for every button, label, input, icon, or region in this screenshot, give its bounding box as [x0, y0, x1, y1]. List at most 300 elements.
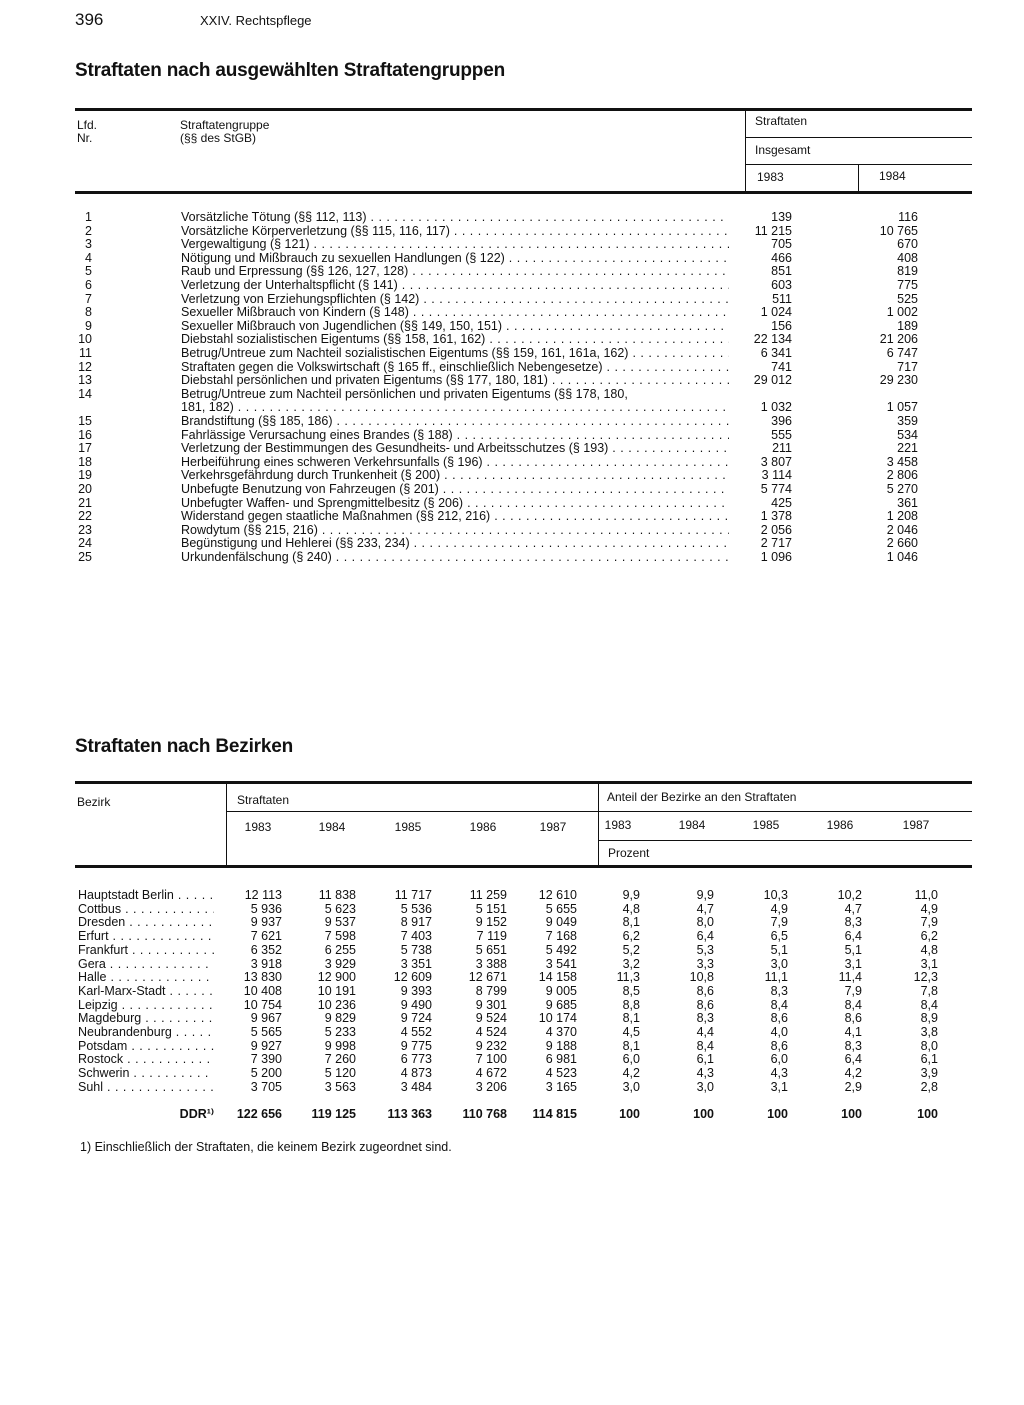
anteil-value-1986: 6,4	[844, 929, 862, 944]
dot-leader	[453, 429, 729, 442]
bezirk-row	[0, 1026, 1024, 1040]
value-1983: 603	[771, 278, 792, 292]
bezirk-label	[150, 1108, 214, 1122]
anteil-value-1984: 10,8	[689, 970, 714, 985]
straftaten-value-1983: 5 565	[250, 1025, 282, 1039]
anteil-value-1987: 12,3	[913, 970, 938, 985]
bezirk-label	[78, 903, 214, 917]
dot-leader	[166, 985, 214, 998]
anteil-value-1984: 8,0	[696, 915, 714, 930]
straftaten-value-1986: 5 651	[475, 942, 507, 957]
dot-leader	[107, 971, 215, 984]
offense-group-text: Straftaten gegen die Volkswirtschaft (§ 165 ff., einschließlich Nebengesetze)	[181, 360, 603, 374]
straftaten-value-1986: 8 799	[475, 983, 507, 998]
bezirk-label	[78, 958, 214, 972]
bezirk-row	[0, 1053, 1024, 1067]
table1-row	[0, 483, 1024, 497]
anteil-value-1984: 4,3	[696, 1066, 714, 1081]
dot-leader	[129, 1067, 214, 1080]
dot-leader	[128, 944, 214, 957]
bezirk-name: Hauptstadt Berlin	[78, 889, 174, 902]
table1-row	[0, 537, 1024, 551]
value-1984: 6 747	[886, 346, 918, 360]
col-year-abs-1985: 1985	[394, 820, 422, 834]
bezirk-label	[78, 1012, 214, 1026]
straftaten-value-1983: 7 390	[250, 1052, 282, 1067]
offense-group-label	[181, 551, 729, 565]
dot-leader	[109, 930, 214, 943]
bezirk-row	[0, 999, 1024, 1013]
value-1983: 1 032	[760, 400, 792, 415]
table1-row	[0, 469, 1024, 483]
table1-row	[0, 374, 1024, 388]
dot-leader	[419, 293, 729, 306]
dot-leader	[628, 347, 729, 360]
row-number: 16	[78, 427, 92, 442]
row-number: 17	[78, 441, 92, 456]
row-number: 22	[78, 509, 92, 524]
anteil-value-1983: 100	[619, 1107, 640, 1121]
anteil-value-1987: 6,2	[920, 929, 938, 944]
anteil-value-1986: 7,9	[844, 983, 862, 998]
anteil-value-1983: 8,1	[622, 1038, 640, 1053]
total-row	[0, 1108, 1024, 1122]
straftaten-value-1984: 5 233	[324, 1025, 356, 1039]
anteil-value-1984: 8,6	[696, 983, 714, 998]
anteil-value-1985: 8,6	[770, 1011, 788, 1026]
col-insgesamt-header: Insgesamt	[755, 143, 811, 157]
straftaten-value-1987: 4 370	[545, 1025, 577, 1039]
dot-leader	[439, 483, 729, 496]
anteil-value-1986: 8,4	[844, 997, 862, 1012]
row-number: 9	[85, 318, 92, 333]
offense-group-text: Unbefugter Waffen- und Sprengmittelbesitz (§ 206)	[181, 496, 464, 510]
dot-leader	[450, 225, 729, 238]
dot-leader	[125, 916, 214, 929]
anteil-value-1983: 8,5	[622, 983, 640, 998]
anteil-value-1986: 8,3	[844, 915, 862, 930]
bezirk-label	[78, 1081, 214, 1095]
table1-row	[0, 401, 1024, 415]
offense-group-text: Vorsätzliche Körperverletzung (§§ 115, 116, 117)	[181, 224, 450, 238]
dot-leader	[367, 211, 729, 224]
offense-group-text: Brandstiftung (§§ 185, 186)	[181, 415, 333, 428]
straftaten-value-1985: 3 484	[400, 1079, 432, 1094]
bezirk-name: Halle	[78, 971, 107, 985]
offense-group-text: Vorsätzliche Tötung (§§ 112, 113)	[181, 211, 367, 224]
row-number: 24	[78, 536, 92, 551]
table1-header-bottom-rule	[75, 191, 972, 194]
offense-group-label	[181, 442, 729, 456]
straftaten-value-1983: 9 927	[250, 1038, 282, 1053]
table1-row	[0, 265, 1024, 279]
bezirk-row	[0, 1040, 1024, 1054]
offense-group-label	[181, 252, 729, 266]
chapter-title: XXIV. Rechtspflege	[200, 13, 312, 28]
row-number: 4	[85, 250, 92, 265]
table2-rule-3	[599, 840, 972, 841]
bezirk-name: Neubrandenburg	[78, 1026, 172, 1039]
offense-group-text: Raub und Erpressung (§§ 126, 127, 128)	[181, 265, 409, 279]
row-number: 5	[85, 264, 92, 279]
offense-group-label	[181, 320, 729, 334]
straftaten-value-1983: 3 918	[250, 956, 282, 971]
anteil-value-1987: 11,0	[914, 888, 938, 902]
offense-group-text: Urkundenfälschung (§ 240)	[181, 551, 332, 564]
row-number: 12	[78, 359, 92, 374]
offense-group-text: Diebstahl persönlichen und privaten Eigentums (§§ 177, 180, 181)	[181, 374, 548, 388]
anteil-value-1987: 4,8	[920, 942, 938, 957]
dot-leader	[172, 1026, 214, 1039]
bezirk-name: Rostock	[78, 1053, 124, 1067]
straftaten-value-1984: 3 929	[324, 956, 356, 971]
offense-group-label	[181, 429, 729, 443]
bezirk-label	[78, 985, 214, 999]
row-number: 15	[78, 414, 92, 428]
value-1984: 5 270	[886, 482, 918, 496]
table1-row	[0, 293, 1024, 307]
dot-leader	[463, 497, 729, 510]
anteil-value-1987: 100	[917, 1107, 938, 1121]
dot-leader	[485, 333, 729, 346]
offense-group-label	[181, 265, 729, 279]
straftaten-value-1983: 5 936	[250, 901, 282, 916]
anteil-value-1985: 6,5	[770, 929, 788, 944]
col-anteil-header: Anteil der Bezirke an den Straftaten	[607, 790, 797, 804]
anteil-value-1984: 100	[693, 1107, 714, 1121]
straftaten-value-1987: 4 523	[545, 1066, 577, 1081]
offense-group-text: 181, 182)	[181, 401, 234, 415]
offense-group-label	[181, 510, 729, 524]
page-number: 396	[75, 10, 104, 29]
row-number: 23	[78, 522, 92, 537]
bezirk-name: Gera	[78, 957, 106, 971]
bezirk-label	[78, 889, 214, 903]
offense-group-text: Unbefugte Benutzung von Fahrzeugen (§ 201)	[181, 483, 439, 496]
table1-title: Straftaten nach ausgewählten Straftatengruppen	[75, 60, 505, 81]
straftaten-value-1984: 10 236	[317, 997, 356, 1012]
straftaten-value-1984: 9 537	[324, 915, 356, 930]
col-year-pct-1985: 1985	[752, 818, 780, 832]
anteil-value-1985: 3,1	[770, 1079, 788, 1094]
bezirk-name: Cottbus	[78, 902, 122, 916]
anteil-value-1985: 7,9	[770, 915, 788, 930]
row-number: 13	[78, 373, 92, 388]
dot-leader	[127, 1040, 214, 1053]
offense-group-text: Sexueller Mißbrauch von Jugendlichen (§§ 149, 150, 151)	[181, 319, 503, 333]
straftaten-value-1985: 11 717	[394, 888, 432, 902]
table1-row	[0, 279, 1024, 293]
col-nr-header-1: Lfd.	[77, 118, 98, 132]
value-1983: 466	[771, 250, 792, 265]
value-1983: 156	[771, 318, 792, 333]
value-1984: 361	[897, 495, 918, 510]
bezirk-name: DDR¹⁾	[179, 1108, 214, 1121]
anteil-value-1987: 8,0	[920, 1038, 938, 1053]
row-number: 19	[78, 468, 92, 483]
table1-row	[0, 429, 1024, 443]
value-1984: 525	[897, 291, 918, 306]
anteil-value-1985: 8,4	[770, 997, 788, 1012]
dot-leader	[548, 374, 729, 387]
straftaten-value-1985: 4 873	[400, 1066, 432, 1081]
table1-row	[0, 347, 1024, 361]
offense-group-label	[181, 388, 729, 402]
offense-group-label	[181, 415, 729, 429]
dot-leader	[332, 551, 729, 564]
straftaten-value-1984: 9 829	[324, 1011, 356, 1026]
offense-group-text: Verletzung von Erziehungspflichten (§ 142)	[181, 292, 420, 306]
anteil-value-1985: 8,3	[770, 983, 788, 998]
dot-leader	[408, 265, 729, 278]
bezirk-row	[0, 916, 1024, 930]
straftaten-value-1985: 5 536	[400, 901, 432, 916]
bezirk-label	[78, 999, 214, 1013]
straftaten-value-1984: 119 125	[311, 1107, 356, 1121]
dot-leader	[398, 279, 729, 292]
value-1984: 359	[897, 414, 918, 428]
value-1983: 511	[772, 291, 792, 306]
anteil-value-1985: 6,0	[770, 1052, 788, 1067]
value-1984: 2 046	[886, 522, 918, 537]
col-straftaten-header: Straftaten	[237, 793, 290, 807]
straftaten-value-1987: 114 815	[532, 1107, 577, 1121]
anteil-value-1984: 8,3	[696, 1011, 714, 1026]
col-year-abs-1987: 1987	[539, 820, 567, 834]
col-year-pct-1984: 1984	[678, 818, 706, 832]
dot-leader	[121, 903, 214, 916]
straftaten-value-1986: 5 151	[475, 901, 507, 916]
anteil-value-1983: 9,9	[622, 888, 640, 902]
bezirk-row	[0, 1081, 1024, 1095]
col-year-1983: 1983	[757, 170, 784, 184]
dot-leader	[118, 999, 214, 1012]
bezirk-name: Erfurt	[78, 930, 109, 944]
offense-group-text: Betrug/Untreue zum Nachteil sozialistischen Eigentums (§§ 159, 161, 161a, 162)	[181, 347, 629, 360]
value-1984: 670	[897, 237, 918, 252]
straftaten-value-1987: 3 165	[545, 1079, 577, 1094]
anteil-value-1987: 2,8	[920, 1079, 938, 1094]
dot-leader	[141, 1012, 214, 1025]
dot-leader	[440, 469, 729, 482]
dot-leader	[310, 238, 729, 251]
straftaten-value-1987: 9 685	[545, 997, 577, 1012]
dot-leader	[603, 361, 729, 374]
value-1984: 10 765	[879, 223, 918, 238]
bezirk-row	[0, 903, 1024, 917]
anteil-value-1984: 8,6	[696, 997, 714, 1012]
straftaten-value-1983: 9 937	[250, 915, 282, 930]
straftaten-value-1984: 7 260	[324, 1052, 356, 1067]
offense-group-text: Widerstand gegen staatliche Maßnahmen (§§ 212, 216)	[181, 510, 491, 524]
offense-group-label	[181, 374, 729, 388]
straftaten-value-1983: 12 113	[244, 888, 282, 902]
anteil-value-1983: 8,8	[622, 997, 640, 1012]
anteil-value-1987: 3,9	[920, 1066, 938, 1081]
straftaten-value-1986: 9 301	[475, 997, 507, 1012]
anteil-value-1985: 5,1	[770, 942, 788, 957]
bezirk-name: Leipzig	[78, 998, 118, 1012]
straftaten-value-1985: 9 393	[400, 983, 432, 998]
value-1984: 1 046	[886, 550, 918, 564]
table1-row	[0, 238, 1024, 252]
straftaten-value-1983: 7 621	[250, 929, 282, 944]
table1-row	[0, 456, 1024, 470]
col-year-pct-1983: 1983	[604, 818, 632, 832]
col-year-pct-1987: 1987	[902, 818, 930, 832]
value-1983: 3 114	[761, 468, 792, 483]
bezirk-name: Dresden	[78, 916, 126, 930]
offense-group-text: Herbeiführung eines schweren Verkehrsunfalls (§ 196)	[181, 455, 483, 469]
offense-group-text: Fahrlässige Verursachung eines Brandes (§ 188)	[181, 428, 453, 442]
straftaten-value-1983: 10 408	[243, 983, 282, 998]
table1-vline	[745, 110, 746, 193]
straftaten-value-1986: 11 259	[469, 888, 507, 902]
anteil-value-1986: 5,1	[844, 942, 862, 957]
dot-leader	[234, 401, 729, 414]
value-1983: 741	[771, 359, 792, 374]
straftaten-value-1985: 7 403	[400, 929, 432, 944]
value-1983: 6 341	[760, 346, 792, 360]
value-1984: 21 206	[879, 332, 918, 347]
row-number: 11	[79, 346, 92, 360]
bezirk-label	[78, 1067, 214, 1081]
value-1983: 851	[771, 264, 792, 279]
offense-group-label	[181, 279, 729, 293]
straftaten-value-1987: 9 049	[545, 915, 577, 930]
value-1984: 3 458	[886, 454, 918, 469]
value-1984: 189	[897, 318, 918, 333]
footnote: 1) Einschließlich der Straftaten, die keinem Bezirk zugeordnet sind.	[80, 1140, 452, 1154]
anteil-value-1985: 100	[767, 1107, 788, 1121]
value-1983: 139	[771, 210, 792, 224]
anteil-value-1987: 8,9	[920, 1011, 938, 1026]
anteil-value-1984: 3,3	[696, 956, 714, 971]
anteil-value-1983: 3,2	[622, 956, 640, 971]
dot-leader	[483, 456, 729, 469]
table1-row	[0, 510, 1024, 524]
dot-leader	[333, 415, 730, 428]
value-1983: 1 024	[760, 305, 792, 320]
straftaten-value-1986: 4 524	[475, 1025, 507, 1039]
row-number: 8	[85, 305, 92, 320]
col-bezirk-header: Bezirk	[77, 795, 111, 809]
value-1983: 22 134	[753, 332, 792, 347]
col-year-abs-1986: 1986	[469, 820, 497, 834]
offense-group-label	[181, 497, 729, 511]
anteil-value-1985: 11,1	[764, 970, 788, 985]
value-1983: 705	[771, 237, 792, 252]
value-1983: 211	[772, 441, 792, 456]
offense-group-text: Verkehrsgefährdung durch Trunkenheit (§ 200)	[181, 469, 441, 483]
offense-group-label	[181, 347, 729, 361]
row-number: 21	[78, 495, 92, 510]
anteil-value-1983: 8,1	[622, 1011, 640, 1026]
value-1983: 3 807	[760, 454, 792, 469]
offense-group-label	[181, 211, 729, 225]
offense-group-text: Verletzung der Unterhaltspflicht (§ 141)	[181, 279, 398, 292]
dot-leader	[409, 306, 729, 319]
anteil-value-1983: 6,0	[622, 1052, 640, 1067]
straftaten-value-1986: 9 152	[475, 915, 507, 930]
anteil-value-1984: 4,4	[696, 1025, 714, 1039]
anteil-value-1983: 5,2	[622, 942, 640, 957]
row-number: 2	[85, 223, 92, 238]
anteil-value-1983: 4,8	[622, 901, 640, 916]
anteil-value-1983: 4,5	[622, 1025, 640, 1039]
value-1983: 11 215	[754, 223, 792, 238]
anteil-value-1984: 4,7	[696, 901, 714, 916]
anteil-value-1983: 8,1	[622, 915, 640, 930]
anteil-value-1986: 2,9	[844, 1079, 862, 1094]
anteil-value-1984: 8,4	[696, 1038, 714, 1053]
row-number: 25	[78, 550, 92, 564]
offense-group-text: Rowdytum (§§ 215, 216)	[181, 523, 318, 537]
anteil-value-1985: 4,9	[770, 901, 788, 916]
bezirk-row	[0, 958, 1024, 972]
anteil-value-1983: 3,0	[622, 1079, 640, 1094]
dot-leader	[490, 510, 729, 523]
anteil-value-1983: 6,2	[622, 929, 640, 944]
value-1984: 717	[897, 359, 918, 374]
value-1984: 1 208	[886, 509, 918, 524]
row-number: 20	[78, 482, 92, 496]
straftaten-value-1984: 9 998	[324, 1038, 356, 1053]
table1-rule-2	[746, 137, 972, 138]
bezirk-row	[0, 971, 1024, 985]
straftaten-value-1986: 3 388	[475, 956, 507, 971]
straftaten-value-1983: 9 967	[250, 1011, 282, 1026]
table1-top-rule	[75, 108, 972, 111]
offense-group-label	[181, 293, 729, 307]
value-1984: 1 002	[886, 305, 918, 320]
table2-top-rule	[75, 781, 972, 784]
col-year-1984: 1984	[879, 169, 906, 183]
row-number: 18	[78, 454, 92, 469]
dot-leader	[106, 958, 214, 971]
straftaten-value-1983: 10 754	[243, 997, 282, 1012]
offense-group-text: Nötigung und Mißbrauch zu sexuellen Handlungen (§ 122)	[181, 251, 505, 265]
straftaten-value-1987: 12 610	[538, 888, 577, 902]
bezirk-label	[78, 1053, 214, 1067]
anteil-value-1985: 10,3	[763, 888, 788, 902]
bezirk-name: Schwerin	[78, 1067, 130, 1081]
row-number: 10	[78, 332, 92, 347]
straftaten-value-1986: 4 672	[475, 1066, 507, 1081]
value-1983: 1 096	[760, 550, 792, 564]
value-1984: 819	[897, 264, 918, 279]
dot-leader	[318, 524, 729, 537]
straftaten-value-1986: 9 232	[475, 1038, 507, 1053]
anteil-value-1984: 5,3	[696, 942, 714, 957]
table1-row	[0, 361, 1024, 375]
value-1983: 2 056	[760, 522, 792, 537]
bezirk-row	[0, 889, 1024, 903]
straftaten-value-1987: 5 492	[545, 942, 577, 957]
table1-row	[0, 442, 1024, 456]
dot-leader	[174, 889, 214, 902]
anteil-value-1985: 4,3	[770, 1066, 788, 1081]
bezirk-row	[0, 985, 1024, 999]
value-1983: 396	[771, 414, 792, 428]
anteil-value-1986: 8,3	[844, 1038, 862, 1053]
table1-row	[0, 211, 1024, 225]
straftaten-value-1986: 110 768	[462, 1107, 507, 1121]
value-1983: 555	[771, 427, 792, 442]
bezirk-name: Magdeburg	[78, 1012, 142, 1026]
offense-group-text: Vergewaltigung (§ 121)	[181, 238, 310, 252]
bezirk-row	[0, 944, 1024, 958]
